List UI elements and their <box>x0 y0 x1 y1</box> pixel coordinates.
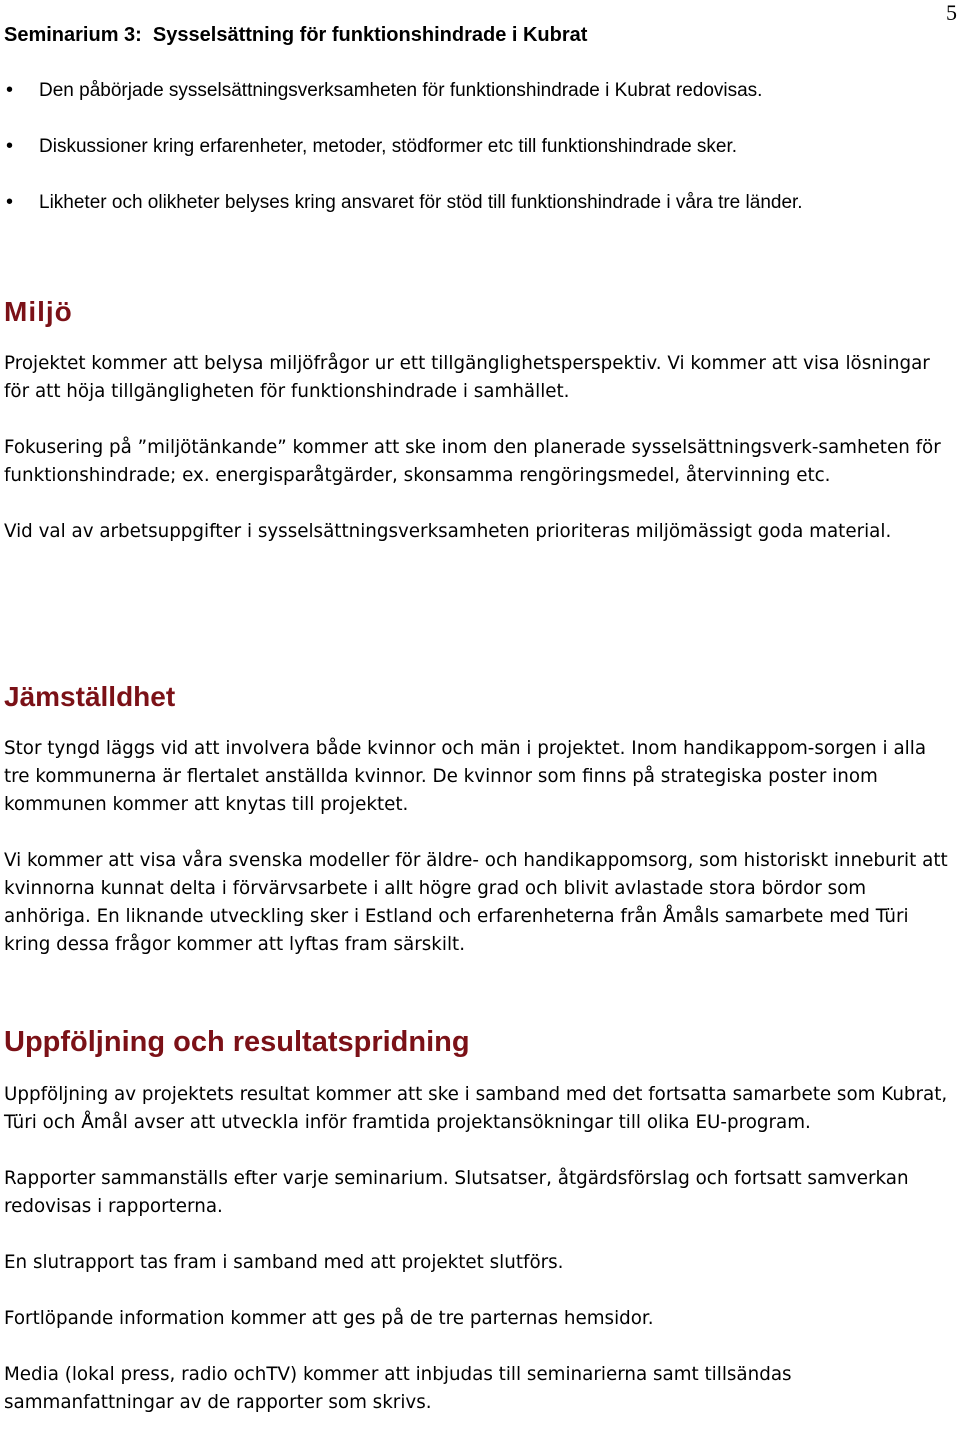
miljo-paragraph: Fokusering på ”miljötänkande” kommer att ske inom den planerade sysselsättningsverk-samheten för funktionshindrade; ex. energisparåtgärder, skonsamma rengöringsmedel, återvinning etc. <box>4 437 941 486</box>
miljo-paragraph: Projektet kommer att belysa miljöfrågor ur ett tillgänglighetsperspektiv. Vi kommer att visa lösningar för att höja tillgängligheten för funktionshindrade i samhället. <box>4 353 930 402</box>
jamstalldhet-paragraph: Stor tyngd läggs vid att involvera både kvinnor och män i projektet. Inom handikappom-sorgen i alla tre kommunerna är flertalet anställda kvinnor. De kvinnor som finns på strategiska poster inom kommunen kommer att knytas till projektet. <box>4 738 927 815</box>
uppfoljning-paragraph: En slutrapport tas fram i samband med att projektet slutförs. <box>4 1252 564 1273</box>
uppfoljning-section <box>4 1026 954 1445</box>
uppfoljning-paragraph: Rapporter sammanställs efter varje seminarium. Slutsatser, åtgärdsförslag och fortsatt samverkan redovisas i rapporterna. <box>4 1168 909 1217</box>
jamstalldhet-paragraph: Vi kommer att visa våra svenska modeller för äldre- och handikappomsorg, som historiskt inneburit att kvinnorna kunnat delta i förvärvsarbete i allt högre grad och blivit avlastade stora bördor som anhöriga. En liknande utveckling sker i Estland och erfarenheterna från Åmåls samarbete med Türi kring dessa frågor kommer att lyftas fram särskilt. <box>4 850 948 955</box>
uppfoljning-heading: Uppföljning och resultatspridning <box>4 1026 470 1058</box>
uppfoljning-paragraph: Fortlöpande information kommer att ges på de tre parternas hemsidor. <box>4 1308 654 1329</box>
miljo-paragraph: Vid val av arbetsuppgifter i sysselsättningsverksamheten prioriteras miljömässigt goda material. <box>4 521 892 542</box>
seminar-bullet-list <box>0 76 930 244</box>
bullet-item: • Likheter och olikheter belyses kring ansvaret för stöd till funktionshindrade i våra tre länder. <box>0 188 930 217</box>
uppfoljning-paragraph: Uppföljning av projektets resultat kommer att ske i samband med det fortsatta samarbete som Kubrat, Türi och Åmål avser att utveckla inför framtida projektansökningar till olika EU-program. <box>4 1084 948 1133</box>
page-number: 5 <box>946 0 957 25</box>
miljo-heading: Miljö <box>4 296 73 327</box>
seminar-title: Seminarium 3: Sysselsättning för funktionshindrade i Kubrat <box>4 24 588 46</box>
jamstalldhet-heading: Jämställdhet <box>4 681 176 712</box>
miljo-section <box>4 296 954 574</box>
bullet-item: • Den påbörjade sysselsättningsverksamheten för funktionshindrade i Kubrat redovisas. <box>0 76 930 105</box>
bullet-item: • Diskussioner kring erfarenheter, metoder, stödformer etc till funktionshindrade sker. <box>0 132 930 161</box>
jamstalldhet-section <box>4 681 954 987</box>
uppfoljning-paragraph: Media (lokal press, radio ochTV) kommer att inbjudas till seminarierna samt tillsändas sammanfattningar av de rapporter som skrivs. <box>4 1364 792 1413</box>
